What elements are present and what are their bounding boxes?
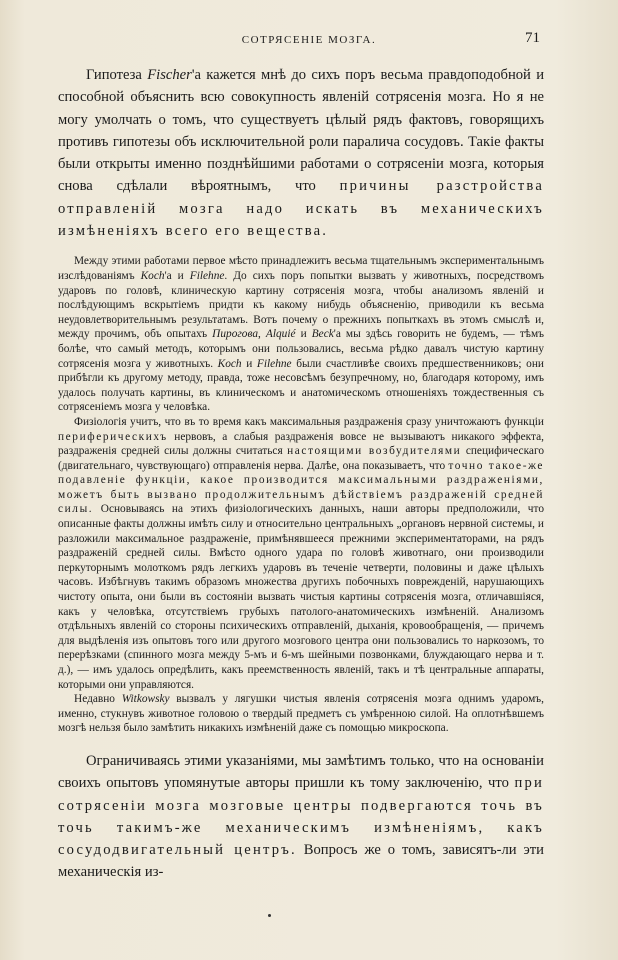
emphasized-text: периферическихъ: [58, 430, 168, 443]
text: нервовъ, а слабыя раздраженія вовсе не вызываютъ никакого эффекта, раздраженія средней силы должны считаться: [58, 430, 544, 458]
footnote-block: [58, 254, 544, 736]
text: Основываясь на этихъ физіологическихъ данныхъ, наши авторы предположили, что описанные факты должны имѣть силу и относительно центральныхъ „органовъ нервной системы, и разложили максимальное раздраженіе, примѣнявшееся прежними экспериментаторами, на рядъ раздраженій средней силы. Вмѣсто одного удара по головѣ животнаго, они производили перкуторнымъ молоткомъ рядъ легкихъ ударовъ въ теченіе четверти, половины и даже цѣлыхъ часовъ. Избѣгнувъ такимъ образомъ множества другихъ побочныхъ поврежденій, нарушающихъ чистоту опыта, они были въ состояніи вызвать чистыя картины сотрясенія мозга, отличавшіяся, какъ у человѣка, отсутствіемъ грубыхъ патолого-анатомическихъ измѣненій. Анализомъ отдѣльныхъ явленій со стороны психическихъ отправленій, дыханія, кровообращенія, — причемъ для выдѣленія изъ опытовъ того или другого мозгового центра они пользовались то наркозомъ, то перерѣзками (спинного мозга между 5-мъ и 6-мъ шейными позвонками, блуждающаго нерва и т. д.), — имъ удалось опредѣлить, какъ преемственность явленій, такъ и тѣ центральные аппараты, которыми они управляются.: [58, 503, 544, 691]
closing-text-1: Ограничиваясь этими указаніями, мы замѣтимъ только, что на основаніи своихъ опытовъ упомянутые авторы пришли къ тому заключенію, что: [58, 752, 544, 792]
text: Между этими работами первое мѣсто принадлежитъ весьма тщательнымъ экспериментальнымъ изслѣдованіямъ: [58, 255, 544, 282]
small-paragraph-physiology: [58, 415, 544, 692]
author-name: Koch: [140, 269, 165, 282]
text: ,: [258, 328, 266, 341]
author-name: Koch: [217, 357, 242, 370]
small-paragraph-witkowsky: [58, 692, 544, 736]
text: специфическаго (двигательнаго, чувствующаго) отправленія нерва. Далѣе, она показываетъ, что: [58, 445, 544, 472]
text: вызвалъ у лягушки чистыя явленія сотрясенія мозга однимъ ударомъ, именно, стукнувъ животное головою о твердый предметъ съ умѣренною силой. На оплотнѣвшемъ мозгѣ нельзя было замѣтить никакихъ измѣненій даже съ помощью микроскопа.: [58, 693, 544, 735]
text: и: [295, 328, 312, 341]
author-name: Filehne: [256, 357, 292, 370]
text: были счастливѣе своихъ предшественниковъ; они прибѣгли къ другому методу, правда, тоже несовсѣмъ безупречному, но, благодаря которому, имъ удалось получать картины, въ клиническомъ и анатомическомъ отношеніяхъ тождественныя съ сотрясеніемъ мозга у человѣка.: [58, 357, 544, 414]
page-body: [58, 64, 544, 884]
text: и: [241, 357, 257, 370]
running-title: СОТРЯСЕНІЕ МОЗГА.: [241, 34, 377, 46]
text: Физіологія учитъ, что въ то время какъ максимальныя раздраженія сразу уничтожаютъ функціи: [74, 415, 544, 428]
text: Недавно: [74, 693, 122, 706]
author-name: Witkowsky: [121, 693, 170, 706]
emphasized-text: при сотрясеніи мозга мозговые центры подвергаются точь въ точь такимъ-же механическимъ измѣненіямъ, какъ сосудодвигательный центръ.: [58, 775, 544, 859]
author-name: Beck: [311, 328, 334, 341]
text: 'а и: [164, 269, 190, 282]
closing-paragraph: [58, 750, 544, 884]
page-mark: [268, 914, 271, 917]
closing-text-2: Вопросъ же о томъ, зависятъ-ли эти механическія из-: [58, 842, 544, 881]
author-name: Fischer: [147, 67, 192, 83]
intro-paragraph: [58, 64, 544, 242]
intro-text-2: 'а кажется мнѣ до сихъ поръ весьма правдоподобной и способной объяснить всю совокупность явленій сотрясенія мозга. Но я не могу умолчать о томъ, что существуетъ цѣлый рядъ фактовъ, говорящихъ противъ гипотезы объ исключительной роли паралича сосудовъ. Такіе факты были открыты именно позднѣйшими работами о сотрясеніи мозга, которыя снова сдѣлали вѣроятнымъ, что: [58, 67, 544, 195]
author-name: Alquié: [265, 328, 296, 341]
page-header: [0, 30, 618, 50]
intro-text-1: Гипотеза: [86, 67, 148, 83]
small-paragraph-koch-filehne: [58, 254, 544, 415]
author-name: Filehne: [189, 269, 225, 282]
author-name: Пирогова: [212, 328, 258, 341]
text: 'а мы здѣсь говорить не будемъ, — тѣмъ болѣе, что самый методъ, которымъ они пользовались, весьма рѣдко давалъ чистую картину сотрясенія мозга у животныхъ.: [58, 328, 544, 370]
emphasized-text: настоящими возбудителями: [287, 445, 462, 458]
emphasized-text: причины разстройства отправленій мозга надо искать въ механическихъ измѣненіяхъ всего его вещества.: [58, 178, 544, 240]
text: . До сихъ поръ попытки вызвать у животныхъ, посредствомъ ударовъ по головѣ, клиническую картину сотрясенія мозга, чтобы анализомъ явленій и послѣдующимъ вскрытіемъ придти къ какому нибудь объясненію, приводили къ весьма неудовлетворительнымъ результатамъ. Вотъ почему о прежнихъ попыткахъ въ этомъ смыслѣ и, между прочимъ, объ опытахъ: [58, 269, 544, 341]
emphasized-text: точно такое-же подавленіе функціи, какое производится максимальными раздраженіями, можетъ быть вызвано продолжительнымъ дѣйствіемъ раздраженій средней силы.: [58, 459, 544, 516]
page-number: 71: [525, 30, 540, 46]
